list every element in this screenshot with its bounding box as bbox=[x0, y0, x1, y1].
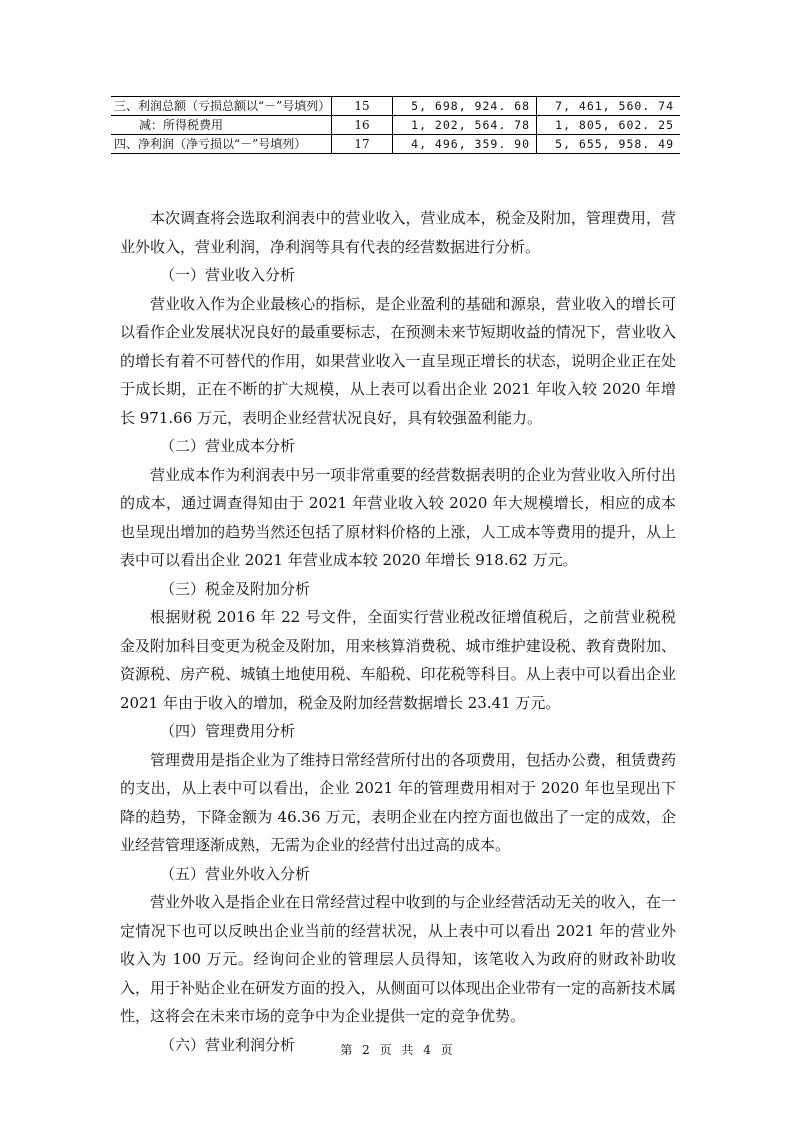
table-row bbox=[111, 135, 680, 154]
revenue-paragraph: 营业收入作为企业最核心的指标，是企业盈利的基础和源泉，营业收入的增长可以看作企业发展状况良好的最重要标志，在预测未来节短期收益的情况下，营业收入的增长有着不可替代的作用，如果营业收入一直呈现正增长的状态，说明企业正在处于成长期，正在不断的扩大规模，从上表可以看出企业 2021 年收入较 2020 年增长 971.66 万元，表明企业经营状况良好，具有较强盈利能力。 bbox=[120, 294, 676, 427]
row-previous-amount-cell: 7, 461, 560. 74 bbox=[537, 97, 680, 116]
row-item-cell: 减：所得税费用 bbox=[111, 116, 332, 135]
admin-expense-paragraph: 管理费用是指企业为了维持日常经营所付出的各项费用，包括办公费，租赁费药的支出，从上表中可以看出，企业 2021 年的管理费用相对于 2020 年也呈现出下降的趋势，下降金额为 46.36 万元，表明企业在内控方面也做出了一定的成效，企业经营管理逐渐成熟，无需为企业的经营付出过高的成本。 bbox=[120, 750, 676, 854]
row-current-amount-cell: 5, 698, 924. 68 bbox=[393, 97, 537, 116]
row-line-number-cell: 17 bbox=[332, 135, 393, 154]
row-previous-amount-cell: 1, 805, 602. 25 bbox=[537, 116, 680, 135]
table-row bbox=[111, 97, 680, 116]
row-previous-amount-cell: 5, 655, 958. 49 bbox=[537, 135, 680, 154]
table-row bbox=[111, 116, 680, 135]
section-heading-revenue: （一）营业收入分析 bbox=[160, 266, 296, 284]
section-heading-admin: （四）管理费用分析 bbox=[160, 722, 296, 740]
intro-paragraph: 本次调查将会选取利润表中的营业收入，营业成本，税金及附加，管理费用，营业外收入，营业利润，净利润等具有代表的经营数据进行分析。 bbox=[120, 209, 676, 256]
cost-paragraph: 营业成本作为利润表中另一项非常重要的经营数据表明的企业为营业收入所付出的成本，通过调查得知由于 2021 年营业收入较 2020 年大规模增长，相应的成本也呈现出增加的趋势当然还包括了原材料价格的上涨，人工成本等费用的提升，从上表中可以看出企业 2021 年营业成本较 2020 年增长 918.62 万元。 bbox=[120, 465, 676, 569]
row-line-number-cell: 16 bbox=[332, 116, 393, 135]
row-current-amount-cell: 1, 202, 564. 78 bbox=[393, 116, 537, 135]
nonop-income-paragraph: 营业外收入是指企业在日常经营过程中收到的与企业经营活动无关的收入，在一定情况下也可以反映出企业当前的经营状况，从上表中可以看出 2021 年的营业外收入为 100 万元。经询问企业的管理层人员得知，该笔收入为政府的财政补助收入，用于补贴企业在研发方面的投入，从侧面可以体现出企业带有一定的高新技术属性，这将会在未来市场的竞争中为企业提供一定的竞争优势。 bbox=[120, 893, 676, 1025]
page-footer: 第 2 页 共 4 页 bbox=[340, 1043, 453, 1057]
row-item-cell: 三、利润总额（亏损总额以“－”号填列） bbox=[114, 99, 331, 113]
document-body bbox=[120, 204, 676, 1059]
section-heading-op-profit: （六）营业利润分析 bbox=[160, 1035, 296, 1054]
section-heading-nonop-income: （五）营业外收入分析 bbox=[160, 864, 311, 883]
section-heading-cost: （二）营业成本分析 bbox=[160, 437, 296, 455]
tax-paragraph: 根据财税 2016 年 22 号文件，全面实行营业税改征增值税后，之前营业税税金及附加科目变更为税金及附加，用来核算消费税、城市维护建设税、教育费附加、资源税、房产税、城镇土地使用税、车船税、印花税等科目。从上表中可以看出企业 2021 年由于收入的增加，税金及附加经营数据增长 23.41 万元。 bbox=[120, 608, 676, 712]
section-heading-tax: （三）税金及附加分析 bbox=[160, 579, 311, 598]
row-line-number-cell: 15 bbox=[332, 97, 393, 116]
row-current-amount-cell: 4, 496, 359. 90 bbox=[393, 135, 537, 154]
row-item-cell: 四、净利润（净亏损以“－”号填列） bbox=[111, 135, 332, 154]
income-statement-table bbox=[111, 96, 680, 154]
